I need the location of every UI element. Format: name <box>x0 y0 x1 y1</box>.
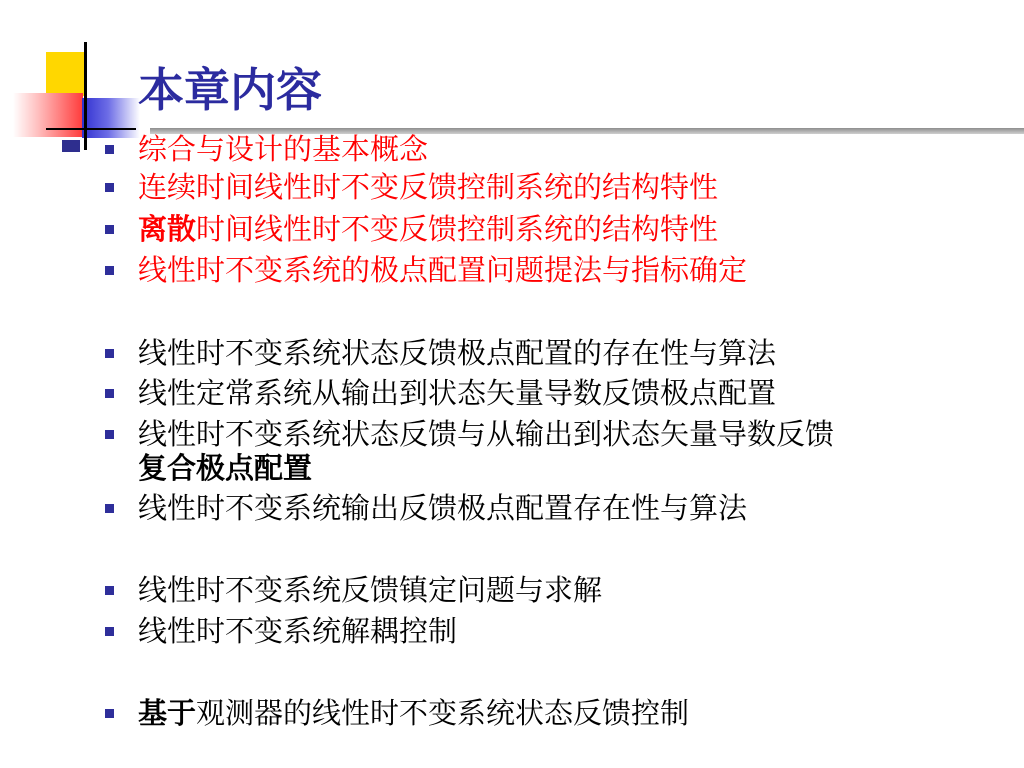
list-item-text-part: 时间线性时不变反馈控制系统的结构特性 <box>196 212 719 246</box>
list-item-continuation: 复合极点配置 <box>138 451 313 485</box>
list-item-text <box>138 376 776 410</box>
list-item-text-part: 离散 <box>138 212 197 246</box>
list-item-text-part: 线性时不变系统输出反馈极点配置存在性与算法 <box>138 491 748 525</box>
list-item-text <box>138 132 428 166</box>
list-item-text-part: 观测器的线性时不变系统状态反馈控制 <box>196 696 690 730</box>
bullet-icon <box>105 389 114 398</box>
list-item-text <box>138 573 602 607</box>
list-item-text <box>138 614 457 648</box>
list-item-text <box>138 696 689 730</box>
bullet-icon <box>105 225 114 234</box>
list-item-text-part: 线性时不变系统反馈镇定问题与求解 <box>138 573 603 607</box>
red-gradient-decoration <box>13 93 83 137</box>
list-item-text <box>138 491 747 525</box>
list-item-text-part: 基于 <box>138 696 197 730</box>
list-item-text-part: 连续时间线性时不变反馈控制系统的结构特性 <box>138 170 719 204</box>
bullet-icon <box>105 709 114 718</box>
horizontal-rule-decoration <box>46 128 136 130</box>
bullet-icon <box>105 145 114 154</box>
list-item-text-part: 线性时不变系统状态反馈与从输出到状态矢量导数反馈 <box>138 417 835 451</box>
list-item-text <box>138 212 718 246</box>
bullet-icon <box>105 586 114 595</box>
bullet-icon <box>105 349 114 358</box>
list-item-text-part: 线性时不变系统解耦控制 <box>138 614 458 648</box>
list-item-text <box>138 253 747 287</box>
bullet-icon <box>105 430 114 439</box>
list-item-text <box>138 417 834 451</box>
bullet-icon <box>105 504 114 513</box>
bullet-icon <box>105 183 114 192</box>
list-item-text <box>138 336 776 370</box>
bullet-icon <box>105 266 114 275</box>
navy-square-decoration <box>62 140 80 152</box>
slide-title: 本章内容 <box>138 63 322 117</box>
list-item-text-part: 线性定常系统从输出到状态矢量导数反馈极点配置 <box>138 376 777 410</box>
list-item-text <box>138 170 718 204</box>
list-item-text-part: 线性时不变系统的极点配置问题提法与指标确定 <box>138 253 748 287</box>
blue-gradient-decoration <box>82 98 140 138</box>
yellow-square-decoration <box>46 52 86 96</box>
list-item-text-part: 综合与设计的基本概念 <box>138 132 429 166</box>
list-item-text-part: 线性时不变系统状态反馈极点配置的存在性与算法 <box>138 336 777 370</box>
vertical-rule-decoration <box>84 42 87 150</box>
bullet-icon <box>105 627 114 636</box>
